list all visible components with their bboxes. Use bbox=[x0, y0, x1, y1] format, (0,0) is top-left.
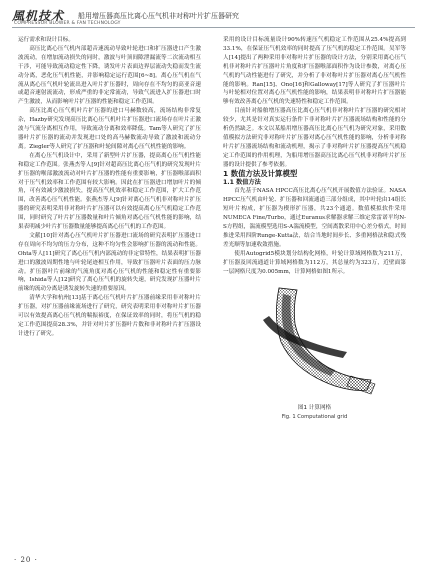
subsection-heading: 1.1 数值方法 bbox=[223, 178, 261, 186]
right-paragraph: 采用的设计目标流量设计90%转速压气机稳定工作范围从25.4%提高到33.1%，在保证压气机效率的同时提高了压气机的稳定工作范围。吴军等人[14]提出了两种采用非对称叶片扩压器的设计方法，分别采用离心压气机非对称叶片扩压器叶片角度和扩压器喉部面积作为设计参数，对离心压气机的气动性能进行了研究，并分析了非对称叶片扩压器对离心压气机性能的影响。Ran[15]、Ono[16]和Galloway[17]等人研究了扩压器叶片与叶轮相对位置对离心压气机性能的影响，结果表明非对称叶片扩压器能够有效改善离心压气机的失速特性和稳定工作范围。 bbox=[223, 37, 406, 106]
left-paragraph: 高压比离心压气机叶片扩压器的进口马赫数较高，流场结构非常复杂，Hazby研究发现高压比离心压气机叶片扩压器进口流场存在叶片正激波与气流分离相互作用，导致流动分离和效率降低。Tam等人研究了扩压器叶片扩压器的流动并发现进口处的高马赫数流动导致了激波和流动分离。Ziegler等人研究了扩压器和叶轮间隙对离心压气机性能的影响。 bbox=[18, 108, 201, 150]
left-column bbox=[18, 36, 201, 339]
section-heading: 1 数值方法及计算模型 bbox=[223, 168, 298, 178]
left-paragraph: 高压比离心压气机内部超音速流动导致叶轮进口和扩压器进口产生激波流动，在增加流动损失的同时，激波与叶顶间隙泄漏流等二次流动相互干涉，可能导致流动稳定性下降，诱发叶片表面边界层流动失稳而发生流动分离，恶化压气机性能，并影响稳定运行范围[6~8]。离心压气机在气流从离心压气机叶轮流出进入叶片扩压器时，周向存在不均匀的高亚音速或超音速射流流动，形成严重的非定常流动，导致气流进入扩压器进口时产生激波，从而影响叶片扩压器的性能和稳定工作范围。 bbox=[18, 45, 201, 106]
figure-caption-zh: 图1 计算网格 bbox=[297, 405, 332, 412]
journal-logo-subtitle: COMPRESSOR BLOWER & FAN TECHNOLOGY bbox=[14, 21, 121, 26]
left-paragraph: 文献[10]针对离心压气机叶片扩压器进口流场的研究表明扩压器进口存在周向不均匀的压力分布，这种不均匀性会影响扩压器的流动和性能。Ohta等人[11]研究了离心压气机内部流动的非定常特性，结果表明扩压器进口的激波周期性地与叶轮尾迹相互作用，导致扩压器叶片表面的压力脉动。扩压器叶片前缘的气流角度对离心压气机的性能和稳定性有重要影响，Ishida等人[12]研究了离心压气机的旋转失速，研究发现扩压器叶片前缘的流动分离是诱发旋转失速的重要原因。 bbox=[18, 232, 201, 293]
left-paragraph: 运行需求和设计目标。 bbox=[18, 37, 74, 43]
figure-caption-en: Fig. 1 Computational grid bbox=[281, 414, 348, 421]
left-paragraph: 清华大学和杭州[13]基于离心压气机叶片扩压器前缘采用非对称叶片扩压器，对扩压器前缘流场进行了研究，研究表明采用非对称叶片扩压器可以有效提高离心压气机的喘振裕度，在保证效率的同时，将压气机的稳定工作范围提高28.3%，并针对叶片扩压器叶片数和非对称叶片扩压器设计进行了研究。 bbox=[18, 295, 201, 337]
right-paragraph: 首先基于NASA HPCC高压比离心压气机开展数值方法验证。NASA HPCC压气机由叶轮、扩压器和回流通道三部分组成，其中叶轮由14组长短叶片构成，扩压器为楔形扩压器，共23个通道。数值模拟软件采用NUMECA Fine/Turbo，通过Euranus求解器求解三维定常雷诺平均N-S方程组，湍流模型选用S-A湍流模型，空间离散采用中心差分格式，时间推进采用四阶Runge-Kutta法，结合当地时间步长、多重网格法和隐式残差光顺等加速收敛措施。 bbox=[223, 188, 406, 248]
page-header bbox=[0, 0, 427, 30]
journal-logo bbox=[12, 7, 121, 26]
journal-logo-text: 風机技术 bbox=[12, 9, 65, 23]
header-divider bbox=[12, 27, 415, 28]
figure-computational-grid bbox=[223, 280, 406, 432]
right-paragraph: 使用Autogrid5模块划分结构化网格，叶轮计算域网格数为211万，扩压器及回流通道计算域网格数为112万，其总量约为323万，近壁面第一层网格尺度为0.005mm，计算网格如图1所示。 bbox=[223, 250, 406, 275]
page-number: · 20 · bbox=[14, 556, 38, 564]
running-title: 船用增压器高压比离心压气机非对称叶片扩压器研究 bbox=[78, 12, 239, 20]
left-paragraph: 在离心压气机设计中，采用了新型叶片扩压器，提高离心压气机性能和稳定工作范围。张燕杰等人[9]针对超高压比离心压气机的研究发现叶片扩压器的喉部激波流动对叶片扩压器的性能有重要影响，扩压器喉部面积对于压气机效率和工作范围有较大影响。因此在扩压器进口增加叶片的倾角，可有效减少激波损失，提高压气机效率和稳定工作范围，扩大工作范围，改善离心压气机性能。张燕杰等人[9]针对离心压气机非对称叶片扩压器的研究表明采用非对称叶片扩压器可以有效提高离心压气机稳定工作范围，同时研究了叶片扩压器数量和叶片倾角对离心压气机性能的影响，结果表明减少叶片扩压器数量能够提高离心压气机的工作范围。 bbox=[18, 152, 201, 231]
computational-grid-image bbox=[243, 280, 383, 400]
right-paragraph: 目前针对船舶增压器高压比离心压气机非对称叶片扩压器的研究相对较少，尤其是针对真实运行条件下非对称叶片扩压器流场结构和性能的分析仍然缺乏。本文以某船用增压器高压比离心压气机为研究对象，采用数值模拟方法研究非对称叶片扩压器对离心压气机性能的影响，分析非对称叶片扩压器流场结构和流动机理，揭示了非对称叶片扩压器提高压气机稳定工作范围的作用机理，为船用增压器高压比离心压气机非对称叶片扩压器的设计提供了参考依据。 bbox=[223, 108, 406, 168]
right-column bbox=[223, 36, 406, 432]
